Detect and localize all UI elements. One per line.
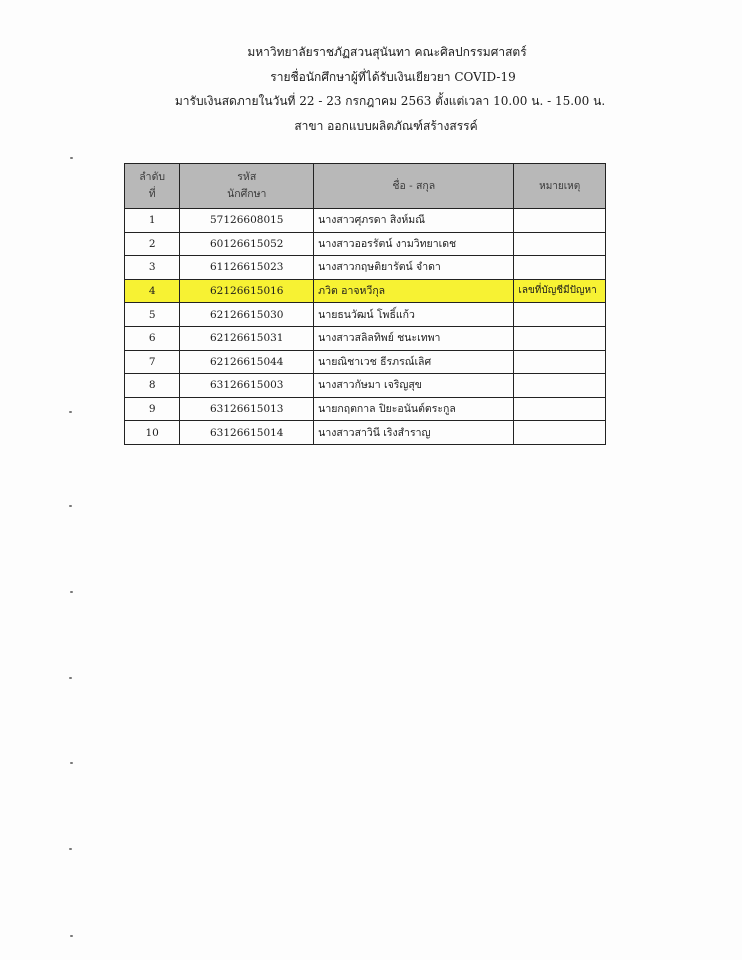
scan-speck (70, 935, 73, 937)
table-row (125, 256, 606, 280)
university-faculty-title: มหาวิทยาลัยราชภัฏสวนสุนันทา คณะศิลปกรรมศาสตร์ (247, 45, 527, 59)
cell-student-id: 60126615052 (180, 232, 314, 256)
scan-speck (70, 762, 73, 764)
cell-note (514, 421, 606, 445)
cell-no: 5 (125, 303, 180, 327)
column-header-no: ลำดับ ที่ (125, 164, 180, 209)
scan-speck (69, 677, 72, 679)
cell-student-id: 63126615014 (180, 421, 314, 445)
cell-student-id: 63126615003 (180, 374, 314, 398)
cell-name: นายณิชาเวช ธีรภรณ์เลิศ (314, 350, 514, 374)
cell-no: 6 (125, 326, 180, 350)
cell-no: 8 (125, 374, 180, 398)
cell-note (514, 209, 606, 233)
table-row (125, 209, 606, 233)
cell-student-id: 62126615031 (180, 326, 314, 350)
table-row (125, 397, 606, 421)
list-title: รายชื่อนักศึกษาผู้ที่ได้รับเงินเยียวยา COVID-19 (270, 69, 516, 84)
cell-name: ภวิต อาจหวีกุล (314, 279, 514, 303)
cell-student-id: 62126615030 (180, 303, 314, 327)
cell-student-id: 61126615023 (180, 256, 314, 280)
cell-student-id: 57126608015 (180, 209, 314, 233)
scan-speck (69, 411, 72, 413)
column-header-name: ชื่อ - สกุล (314, 164, 514, 209)
table-row-highlighted (125, 279, 606, 303)
cell-name: นางสาวสาวินี เริงสำราญ (314, 421, 514, 445)
table-row (125, 350, 606, 374)
cell-no: 1 (125, 209, 180, 233)
cell-note (514, 397, 606, 421)
table-row (125, 326, 606, 350)
cell-student-id: 62126615016 (180, 279, 314, 303)
cell-no: 10 (125, 421, 180, 445)
cell-name: นายกฤตกาล ปิยะอนันต์ตระกูล (314, 397, 514, 421)
cell-name: นายธนวัฒน์ โพธิ์แก้ว (314, 303, 514, 327)
table-header-row (125, 164, 606, 209)
column-header-student-id: รหัส นักศึกษา (180, 164, 314, 209)
column-header-note: หมายเหตุ (514, 164, 606, 209)
payment-schedule: มารับเงินสดภายในวันที่ 22 - 23 กรกฎาคม 2563 ตั้งแต่เวลา 10.00 น. - 15.00 น. (174, 94, 606, 108)
scan-speck (70, 591, 73, 593)
cell-name: นางสาวกฤษติยารัตน์ จำดา (314, 256, 514, 280)
cell-note: เลขที่บัญชีมีปัญหา (514, 279, 606, 303)
cell-note (514, 350, 606, 374)
table-row (125, 303, 606, 327)
cell-name: นางสาวศุภรดา สิงห์มณี (314, 209, 514, 233)
cell-no: 7 (125, 350, 180, 374)
table-row (125, 232, 606, 256)
cell-name: นางสาวออรรัตน์ งามวิทยาเดช (314, 232, 514, 256)
scan-speck (69, 848, 72, 850)
cell-no: 4 (125, 279, 180, 303)
cell-note (514, 232, 606, 256)
student-roster-table (124, 163, 606, 445)
scan-speck (70, 157, 73, 159)
cell-no: 2 (125, 232, 180, 256)
scan-speck (69, 505, 72, 507)
table-row (125, 421, 606, 445)
cell-name: นางสาวกัษมา เจริญสุข (314, 374, 514, 398)
cell-name: นางสาวสลิลทิพย์ ชนะเทพา (314, 326, 514, 350)
cell-note (514, 303, 606, 327)
cell-student-id: 62126615044 (180, 350, 314, 374)
document-header (0, 40, 742, 138)
table-row (125, 374, 606, 398)
cell-note (514, 374, 606, 398)
cell-student-id: 63126615013 (180, 397, 314, 421)
cell-no: 9 (125, 397, 180, 421)
cell-note (514, 256, 606, 280)
cell-note (514, 326, 606, 350)
cell-no: 3 (125, 256, 180, 280)
program-name: สาขา ออกแบบผลิตภัณฑ์สร้างสรรค์ (294, 118, 478, 133)
